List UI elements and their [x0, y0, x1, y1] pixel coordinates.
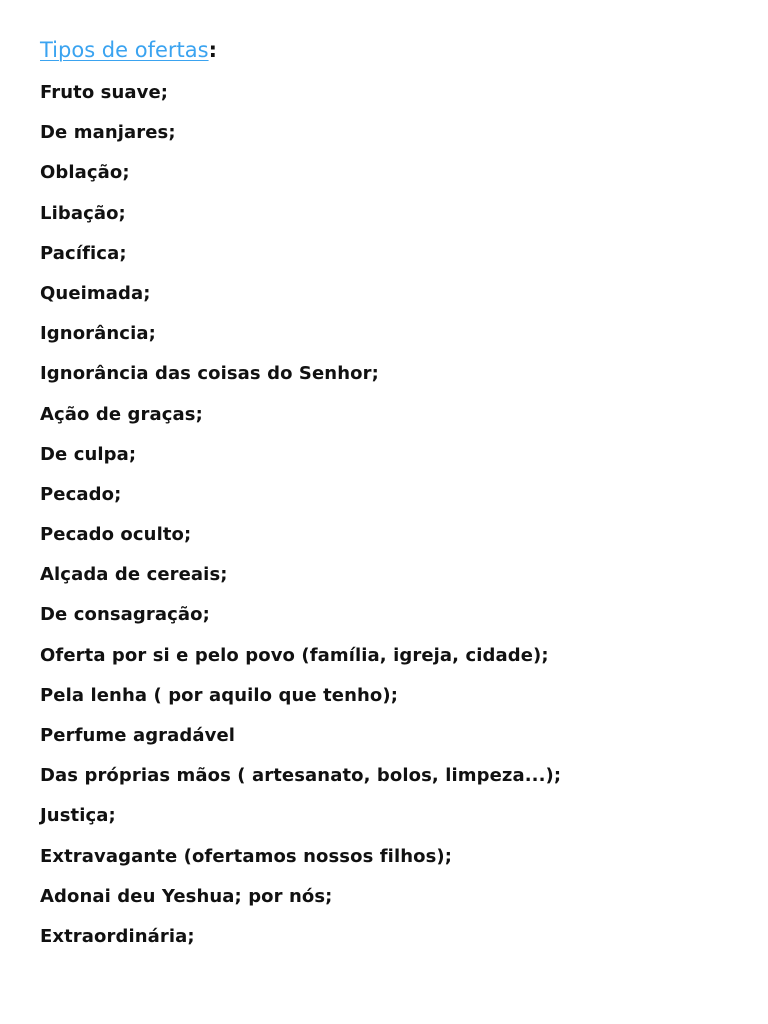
list-item: Pecado; — [40, 483, 122, 505]
list-item: Fruto suave; — [40, 82, 169, 103]
list-item: De manjares; — [40, 122, 176, 144]
title-colon: : — [208, 38, 217, 62]
title-link[interactable]: Tipos de ofertas — [40, 38, 209, 62]
list-item: Libação; — [40, 202, 126, 224]
list-item: Extraordinária; — [40, 925, 195, 947]
page-title — [40, 34, 217, 66]
list-item: Oblação; — [40, 162, 130, 184]
list-item: Ignorância das coisas do Senhor; — [40, 363, 379, 385]
list-item: Perfume agradável — [40, 725, 236, 746]
list-item: Das próprias mãos ( artesanato, bolos, limpeza...); — [40, 765, 562, 787]
offerings-list — [40, 79, 561, 963]
list-item: Queimada; — [40, 282, 151, 304]
list-item: Alçada de cereais; — [40, 564, 228, 586]
list-item: Pecado oculto; — [40, 524, 192, 546]
list-item: Extravagante (ofertamos nossos filhos); — [40, 845, 453, 867]
list-item: Pacífica; — [40, 242, 127, 264]
list-item: Justiça; — [40, 805, 116, 827]
list-item: De consagração; — [40, 604, 210, 626]
list-item: Adonai deu Yeshua; por nós; — [40, 885, 333, 907]
list-item: Ignorância; — [40, 323, 156, 345]
list-item: De culpa; — [40, 443, 137, 465]
list-item: Ação de graças; — [40, 403, 203, 425]
list-item: Pela lenha ( por aquilo que tenho); — [40, 684, 399, 706]
list-item: Oferta por si e pelo povo (família, igreja, cidade); — [40, 644, 549, 666]
